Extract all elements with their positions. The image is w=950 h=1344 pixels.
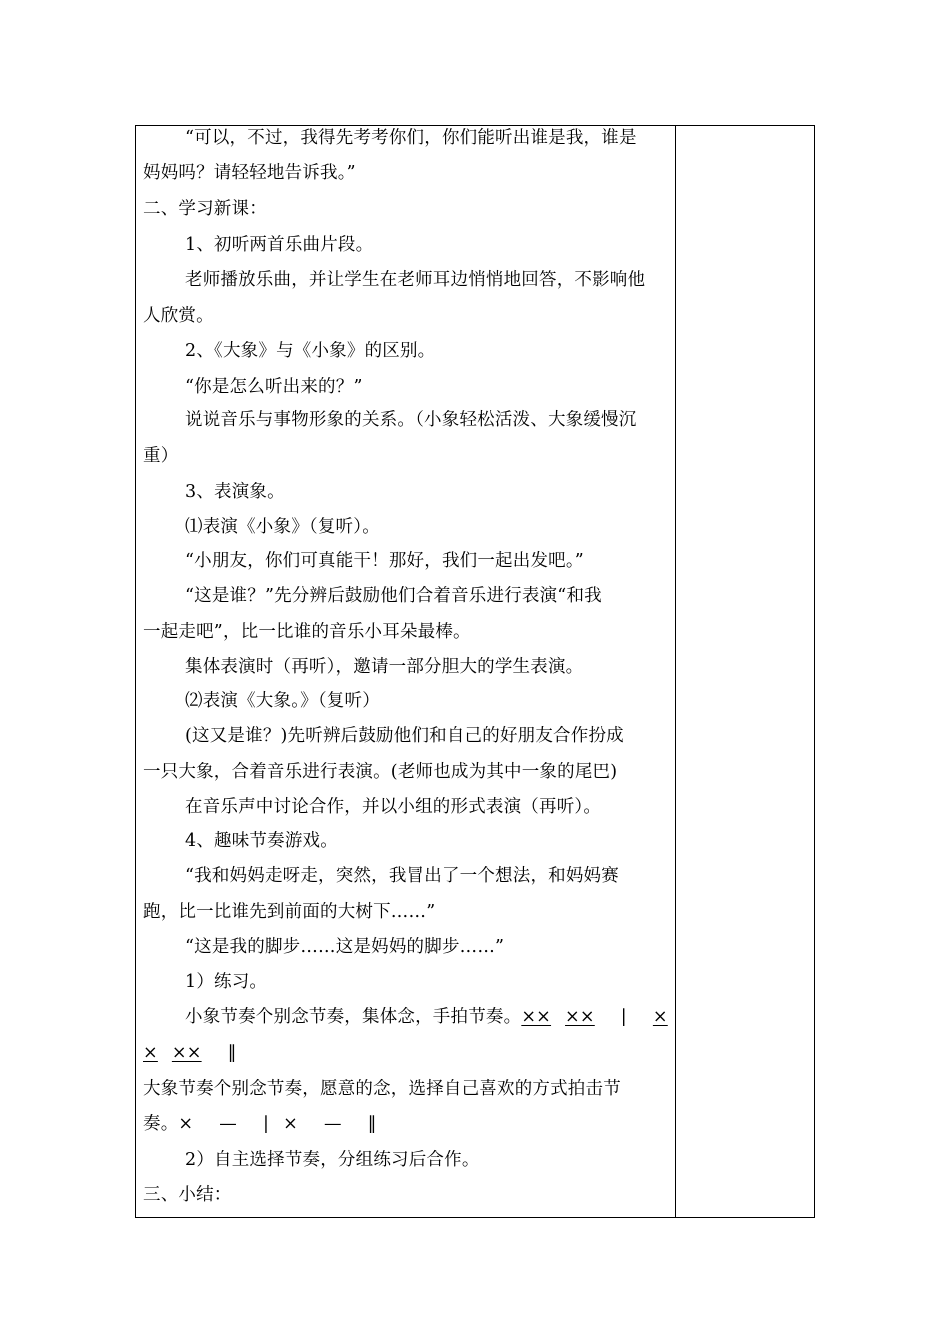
text-line: 2）自主选择节奏，分组练习后合作。: [185, 1150, 480, 1170]
rhythm-line-small: [143, 1002, 715, 1032]
text-line: “小朋友，你们可真能干！那好，我们一起出发吧。”: [185, 551, 584, 571]
text-line: 妈妈吗？请轻轻地告诉我。”: [143, 163, 356, 183]
text-line: 1、初听两首乐曲片段。: [185, 235, 374, 255]
text-line: 集体表演时（再听），邀请一部分胆大的学生表演。: [185, 657, 584, 677]
section-heading: 三、小结：: [143, 1185, 232, 1205]
text-line: 大象节奏个别念节奏，愿意的念，选择自己喜欢的方式拍击节: [143, 1079, 621, 1099]
text-line: 说说音乐与事物形象的关系。（小象轻松活泼、大象缓慢沉: [185, 410, 637, 430]
rhythm-note: ×: [143, 1043, 158, 1063]
rhythm-note: ××: [171, 1043, 202, 1063]
text-line: 人欣赏。: [143, 306, 214, 326]
bar-line: |: [262, 1114, 270, 1134]
text-line: “我和妈妈走呀走，突然，我冒出了一个想法，和妈妈赛: [185, 866, 619, 886]
rhythm-note: ×: [652, 1007, 668, 1027]
text-line: 4、趣味节奏游戏。: [185, 831, 338, 851]
text-line: 跑，比一比谁先到前面的大树下……”: [143, 902, 436, 922]
text-line: 3、表演象。: [185, 482, 285, 502]
text-line: 一起走吧”，比一比谁的音乐小耳朵最棒。: [143, 622, 471, 642]
rhythm-note: ×: [283, 1114, 298, 1134]
text-line: “可以，不过，我得先考考你们，你们能听出谁是我，谁是: [185, 128, 637, 148]
section-heading: 二、学习新课：: [143, 199, 267, 219]
text-line: “这是谁？”先分辨后鼓励他们合着音乐进行表演“和我: [185, 586, 602, 606]
end-bar-line: ‖: [227, 1043, 237, 1063]
text-line: 一只大象，合着音乐进行表演。(老师也成为其中一象的尾巴): [143, 762, 618, 782]
rhythm-note: ××: [521, 1007, 552, 1027]
text-line: “你是怎么听出来的？”: [185, 377, 363, 397]
text-line: (这又是谁？)先听辨后鼓励他们和自己的好朋友合作扮成: [185, 726, 624, 746]
text-line: 在音乐声中讨论合作，并以小组的形式表演（再听）。: [185, 797, 602, 817]
dash-note: —: [219, 1114, 237, 1134]
dash-note: —: [323, 1114, 342, 1134]
text-line: 2、《大象》与《小象》的区别。: [185, 341, 436, 361]
text-line: ⑴表演《小象》（复听）。: [185, 517, 380, 537]
end-bar-line: ‖: [367, 1114, 377, 1134]
rhythm-line-small-cont: [143, 1038, 673, 1068]
rhythm-note: ××: [565, 1007, 595, 1027]
text-line: 1）练习。: [185, 972, 268, 992]
text-line: 老师播放乐曲，并让学生在老师耳边悄悄地回答，不影响他: [185, 270, 646, 290]
text-line: ⑵表演《大象。》（复听）: [185, 691, 380, 711]
rhythm-text: 奏。×: [143, 1114, 194, 1134]
text-line: 重）: [143, 446, 179, 466]
rhythm-text: 小象节奏个别念节奏，集体念，手拍节奏。: [185, 1007, 522, 1027]
rhythm-line-big: [143, 1109, 673, 1139]
text-line: “这是我的脚步……这是妈妈的脚步……”: [185, 937, 505, 957]
bar-line: |: [620, 1007, 627, 1027]
